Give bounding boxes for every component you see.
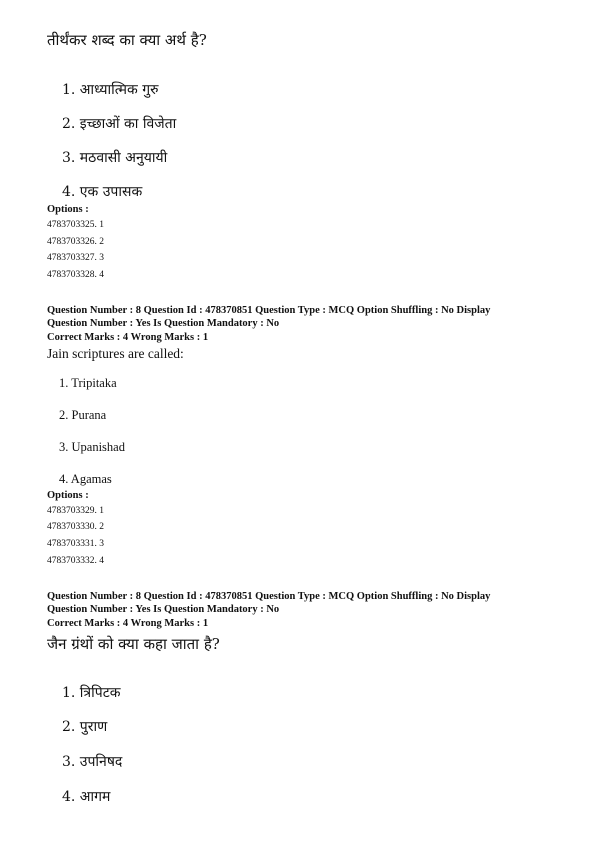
question-1-option-1: 1. आध्यात्मिक गुरु bbox=[62, 82, 159, 98]
question-1-option-4: 4. एक उपासक bbox=[62, 184, 143, 200]
question-1-option-2: 2. इच्छाओं का विजेता bbox=[62, 116, 177, 132]
question-3-option-1: 1. त्रिपिटक bbox=[62, 685, 121, 701]
question-3-option-4: 4. आगम bbox=[62, 789, 111, 805]
question-2-text: Jain scriptures are called: bbox=[47, 346, 184, 361]
question-2-option-2: 2. Purana bbox=[59, 408, 107, 422]
question-2-meta-line-2: Question Number : Yes Is Question Mandatory : No bbox=[47, 318, 280, 329]
question-2-option-3: 3. Upanishad bbox=[59, 440, 125, 454]
question-1-option-id-1: 4783703325. 1 bbox=[47, 220, 104, 230]
question-1-option-id-4: 4783703328. 4 bbox=[47, 270, 104, 280]
question-1-option-id-2: 4783703326. 2 bbox=[47, 237, 104, 247]
question-3-meta-line-2: Question Number : Yes Is Question Mandatory : No bbox=[47, 604, 280, 615]
question-2-options-label: Options : bbox=[47, 490, 89, 501]
question-2-option-4: 4. Agamas bbox=[59, 472, 112, 486]
question-3-option-3: 3. उपनिषद bbox=[62, 754, 123, 770]
question-2-option-1: 1. Tripitaka bbox=[59, 376, 117, 390]
question-1-options-label: Options : bbox=[47, 204, 89, 215]
question-1-option-id-3: 4783703327. 3 bbox=[47, 253, 104, 263]
question-2-marks: Correct Marks : 4 Wrong Marks : 1 bbox=[47, 332, 209, 343]
question-2-option-id-1: 4783703329. 1 bbox=[47, 506, 104, 516]
question-2-option-id-2: 4783703330. 2 bbox=[47, 522, 104, 532]
question-3-marks: Correct Marks : 4 Wrong Marks : 1 bbox=[47, 618, 209, 629]
question-2-meta-line-1: Question Number : 8 Question Id : 478370851 Question Type : MCQ Option Shuffling : No Display bbox=[47, 305, 491, 316]
question-2-option-id-3: 4783703331. 3 bbox=[47, 539, 104, 549]
question-3-option-2: 2. पुराण bbox=[62, 719, 108, 735]
question-3-text: जैन ग्रंथों को क्या कहा जाता है? bbox=[47, 635, 220, 653]
question-1-option-3: 3. मठवासी अनुयायी bbox=[62, 150, 168, 166]
question-1-text: तीर्थंकर शब्द का क्या अर्थ है? bbox=[47, 31, 207, 49]
question-3-meta-line-1: Question Number : 8 Question Id : 478370851 Question Type : MCQ Option Shuffling : No Display bbox=[47, 591, 491, 602]
question-2-option-id-4: 4783703332. 4 bbox=[47, 556, 104, 566]
